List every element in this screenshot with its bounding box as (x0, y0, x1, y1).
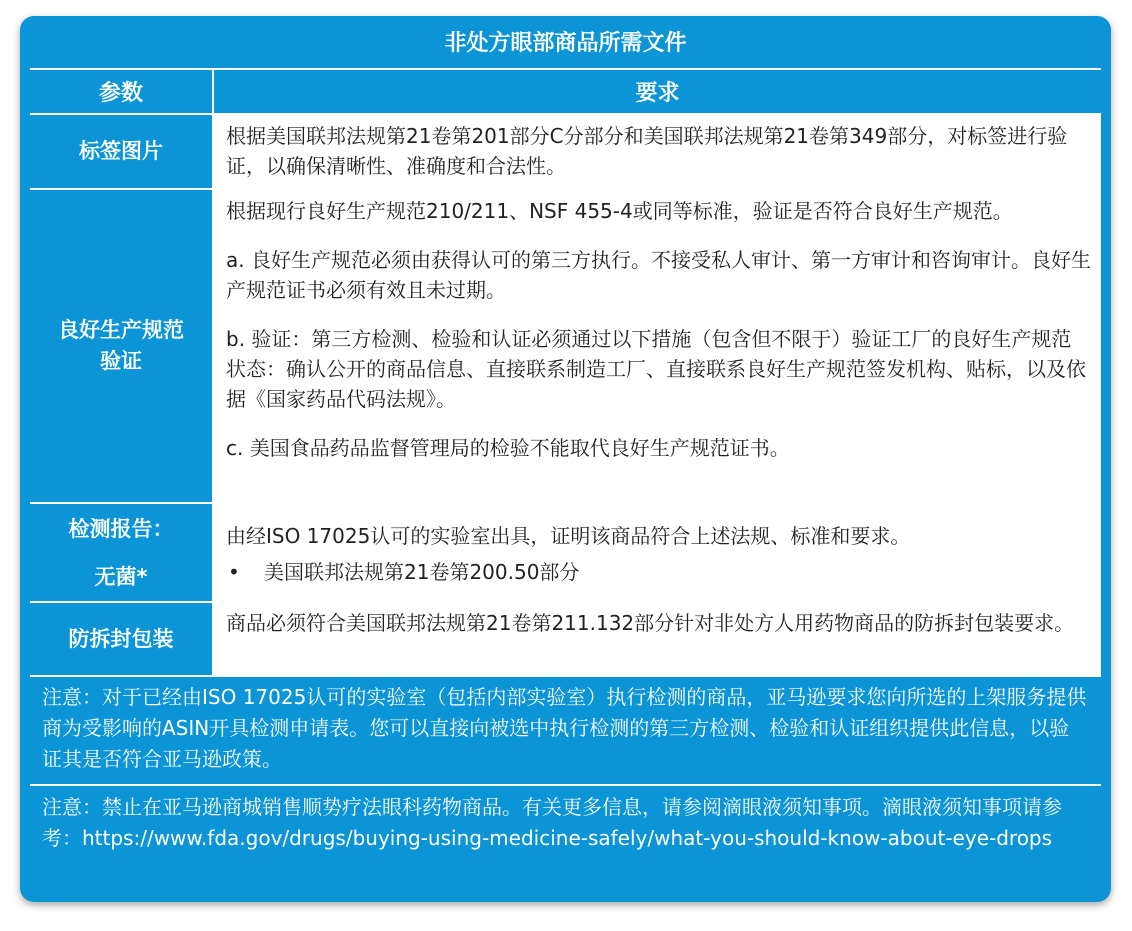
row-value (214, 603, 1101, 675)
table-row-gmp (30, 190, 1101, 502)
requirement-item-b: b. 验证：第三方检测、检验和认证必须通过以下措施（包含但不限于）验证工厂的良好生产规范状态：确认公开的商品信息、直接联系制造工厂、直接联系良好生产规范签发机构、贴标，以及依据《国家药品代码法规》。 (226, 327, 1086, 411)
row-value (214, 504, 1101, 601)
requirement-text: 商品必须符合美国联邦法规第21卷第211.132部分针对非处方人用药物商品的防拆封包装要求。 (226, 611, 1075, 635)
header-param: 参数 (98, 81, 143, 106)
row-value (214, 115, 1101, 188)
bullet-icon: • (228, 560, 240, 584)
row-value (214, 190, 1101, 502)
header-requirement: 要求 (635, 81, 680, 106)
table-row-label-image (30, 115, 1101, 188)
requirement-item-c: c. 美国食品药品监督管理局的检验不能取代良好生产规范证书。 (226, 436, 790, 460)
row-label (30, 115, 212, 188)
divider (30, 675, 1101, 677)
row-label-text: 验证 (100, 349, 142, 373)
row-label-text: 无菌* (94, 564, 148, 589)
column-divider (212, 70, 214, 113)
requirement-intro: 根据现行良好生产规范210/211、NSF 455-4或同等标准，验证是否符合良好生产规范。 (226, 199, 1013, 223)
row-label (30, 504, 212, 601)
bullet-text: 美国联邦法规第21卷第200.50部分 (264, 560, 580, 584)
row-label-text: 防拆封包装 (68, 626, 174, 651)
table-header-row (30, 70, 1101, 113)
row-label (30, 603, 212, 675)
requirements-card (20, 16, 1111, 902)
note-iso (30, 682, 1101, 775)
table-row-test-report (30, 504, 1101, 601)
note-homeopathic (30, 792, 1101, 854)
table-row-tamper (30, 603, 1101, 675)
requirement-text: 根据美国联邦法规第21卷第201部分C分部分和美国联邦法规第21卷第349部分，对标签进行验证，以确保清晰性、准确度和合法性。 (226, 124, 1068, 178)
row-label (30, 190, 212, 502)
column-divider (212, 115, 214, 675)
divider (30, 784, 1101, 786)
requirement-text: 由经ISO 17025认可的实验室出具，证明该商品符合上述法规、标准和要求。 (226, 524, 911, 548)
row-label-text: 标签图片 (79, 139, 163, 163)
table-title: 非处方眼部商品所需文件 (444, 31, 687, 56)
note-text: 注意：禁止在亚马逊商城销售顺势疗法眼科药物商品。有关更多信息，请参阅滴眼液须知事项。滴眼液须知事项请参考：https://www.fda.gov/drugs/buying-using-medicine-safely/what-you-should-know-about-eye-drops (42, 795, 1062, 850)
note-text: 注意：对于已经由ISO 17025认可的实验室（包括内部实验室）执行检测的商品，亚马逊要求您向所选的上架服务提供商为受影响的ASIN开具检测申请表。您可以直接向被选中执行检测的第三方检测、检验和认证组织提供此信息，以验证其是否符合亚马逊政策。 (42, 685, 1087, 771)
bullet-item (226, 554, 1091, 590)
row-label-text: 检测报告： (68, 516, 174, 541)
requirement-item-a: a. 良好生产规范必须由获得认可的第三方执行。不接受私人审计、第一方审计和咨询审计。良好生产规范证书必须有效且未过期。 (226, 248, 1091, 302)
row-label-text: 良好生产规范 (58, 318, 184, 342)
